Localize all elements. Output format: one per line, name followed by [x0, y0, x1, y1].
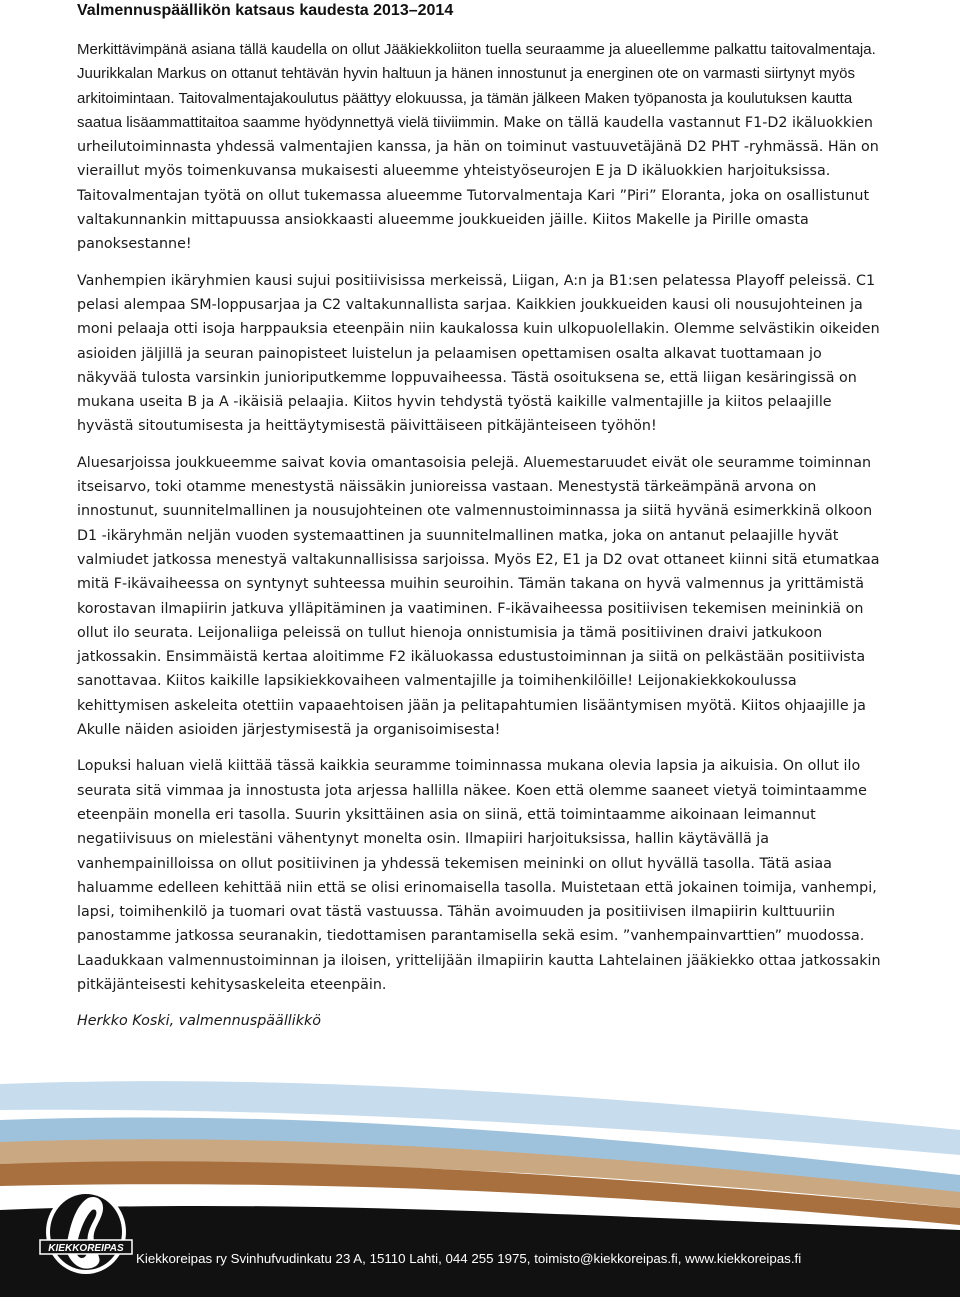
logo-text: KIEKKOREIPAS	[48, 1243, 124, 1254]
kiekkoreipas-logo	[36, 1180, 136, 1290]
paragraph-4: Lopuksi haluan vielä kiittää tässä kaikkia seuramme toiminnassa mukana olevia lapsia ja aikuisia. On ollut ilo seurata sitä vimmaa ja innostusta jota arjessa hallilla näkee. Koen että olemme saaneet vietyä toimintaamme eteenpäin monella eri tasolla. Suurin yksittäinen asia on siinä, että toimintaamme aikoinaan leimannut negatiivisuus on mielestäni vähentynyt monelta osin. Ilmapiiri harjoituksissa, hallin käytävällä ja vanhempainilloissa on ollut positiivinen ja yhdessä tekemisen meininki on ollut hyvällä tasolla. Tätä asiaa haluamme edelleen kehittää niin että se olisi erinomaisella tasolla. Muistetaan että jokainen toimija, vanhempi, lapsi, toimihenkilö ja tuomari ovat tästä vastuussa. Tähän avoimuuden ja positiivisen ilmapiirin kulttuuriin panostamme jatkossa seuranakin, tiedottamisen parantamisella sekä esim. ”vanhempainvarttien” muodossa. Laadukkaan valmennustoiminnan ja iloisen, yrittelijään ilmapiirin kautta Lahtelainen jääkiekko ottaa jatkossakin pitkäjänteisesti kehitysaskeleita eteenpäin.	[77, 758, 881, 993]
footer-contact: Kiekkoreipas ry Svinhufvudinkatu 23 A, 15110 Lahti, 044 255 1975, toimisto@kiekkoreipas.fi, www.kiekkoreipas.fi	[136, 1251, 802, 1266]
document-body	[77, 38, 885, 1034]
paragraph-2: Vanhempien ikäryhmien kausi sujui positiivisissa merkeissä, Liigan, A:n ja B1:sen pelatessa Playoff peleissä. C1 pelasi alempaa SM-loppusarjaa ja C2 valtakunnallista sarjaa. Kaikkien joukkueiden kausi oli nousujohteinen ja moni pelaaja otti isoja harppauksia eteenpäin niin kaukalossa kuin ulkopuolellakin. Olemme selvästikin oikeiden asioiden jäljillä ja seuran painopisteet luistelun ja pelaamisen opettamisen osalta alkavat tuottamaan jo näkyvää tulosta varsinkin junioriputkemme loppuvaiheessa. Tästä osoituksena se, että liigan kesäringissä on mukana useita B ja A -ikäisiä pelaajia. Kiitos hyvin tehdystä työstä kaikille valmentajille ja kiitos pelaajille hyvästä sitoutumisesta ja heittäytymisestä päivittäiseen pitkäjänteiseen työhön!	[77, 272, 880, 435]
paragraph-1-part-b: Make on tällä kaudella vastannut F1-D2 ikäluokkien urheilutoiminnasta yhdessä valmentajien kanssa, ja hän on toiminut vastuuvetäjänä D2 PHT -ryhmässä. Hän on vieraillut myös toimenkuvansa mukaisesti alueemme yhteistyöseurojen E ja D ikäluokkien harjoituksissa. Taitovalmentajan työtä on ollut tukemassa alueemme Tutorvalmentaja Kari ”Piri” Eloranta, joka on osallistunut valtakunnankin mittapuussa ansiokkaasti alueemme joukkueiden jäille. Kiitos Makelle ja Pirille omasta panoksestanne!	[77, 114, 879, 253]
paragraph-1	[77, 38, 885, 257]
paragraph-3: Aluesarjoissa joukkueemme saivat kovia omantasoisia pelejä. Aluemestaruudet eivät ole seuramme toiminnan itseisarvo, toki otamme menestystä näissäkin junioreissa vastaan. Menestystä tärkeämpänä arvona on innostunut, suunnitelmallinen ja nousujohteinen ote valmennustoiminnassa ja siitä hyvänä esimerkkinä olkoon D1 -ikäryhmän neljän vuoden systemaattinen ja suunnitelmallinen matka, joka on antanut pelaajille hyvät valmiudet jatkossa menestyä valtakunnallisissa sarjoissa. Myös E2, E1 ja D2 ovat ottaneet kiinni sitä etumatkaa mitä F-ikävaiheessa on syntynyt suhteessa muihin seuroihin. Tämän takana on hyvä valmennus ja yrittämistä korostavan ilmapiirin jatkuva ylläpitäminen ja vaatiminen. F-ikävaiheessa positiivisen tekemisen meininkiä on ollut ilo seurata. Leijonaliiga peleissä on tullut hienoja onnistumisia ja tämä positiivinen draivi jatkukoon jatkossakin. Ensimmäistä kertaa aloitimme F2 ikäluokassa edustustoiminnan ja siitä on pelkästään positiivista sanottavaa. Kiitos kaikille lapsikiekkovaiheen valmentajille ja toimihenkilöille! Leijonakiekkokoulussa kehittymisen askeleita otettiin vapaaehtoisen jään ja pelitapahtumien lisääntymisen myötä. Kiitos ohjaajille ja Akulle näiden asioiden järjestymisestä ja organisoimisesta!	[77, 454, 880, 739]
signature: Herkko Koski, valmennuspäällikkö	[77, 1013, 322, 1030]
document-title: Valmennuspäällikön katsaus kaudesta 2013–2014	[77, 2, 454, 19]
paragraph-1-part-a: Merkittävimpänä asiana tällä kaudella on ollut Jääkiekkoliiton tuella seuraamme ja alueellemme palkattu taitovalmentaja. Juurikkalan Markus on ottanut tehtävän hyvin haltuun ja hänen innostunut ja energinen ote on varmasti siirtynyt myös arkitoimintaan. Taitovalmentajakoulutus päättyy elokuussa, ja tämän jälkeen Maken työpanosta ja koulutuksen kautta saatua lisäammattitaitoa saamme hyödynnettyä vielä tiiviimmin.	[77, 41, 876, 131]
